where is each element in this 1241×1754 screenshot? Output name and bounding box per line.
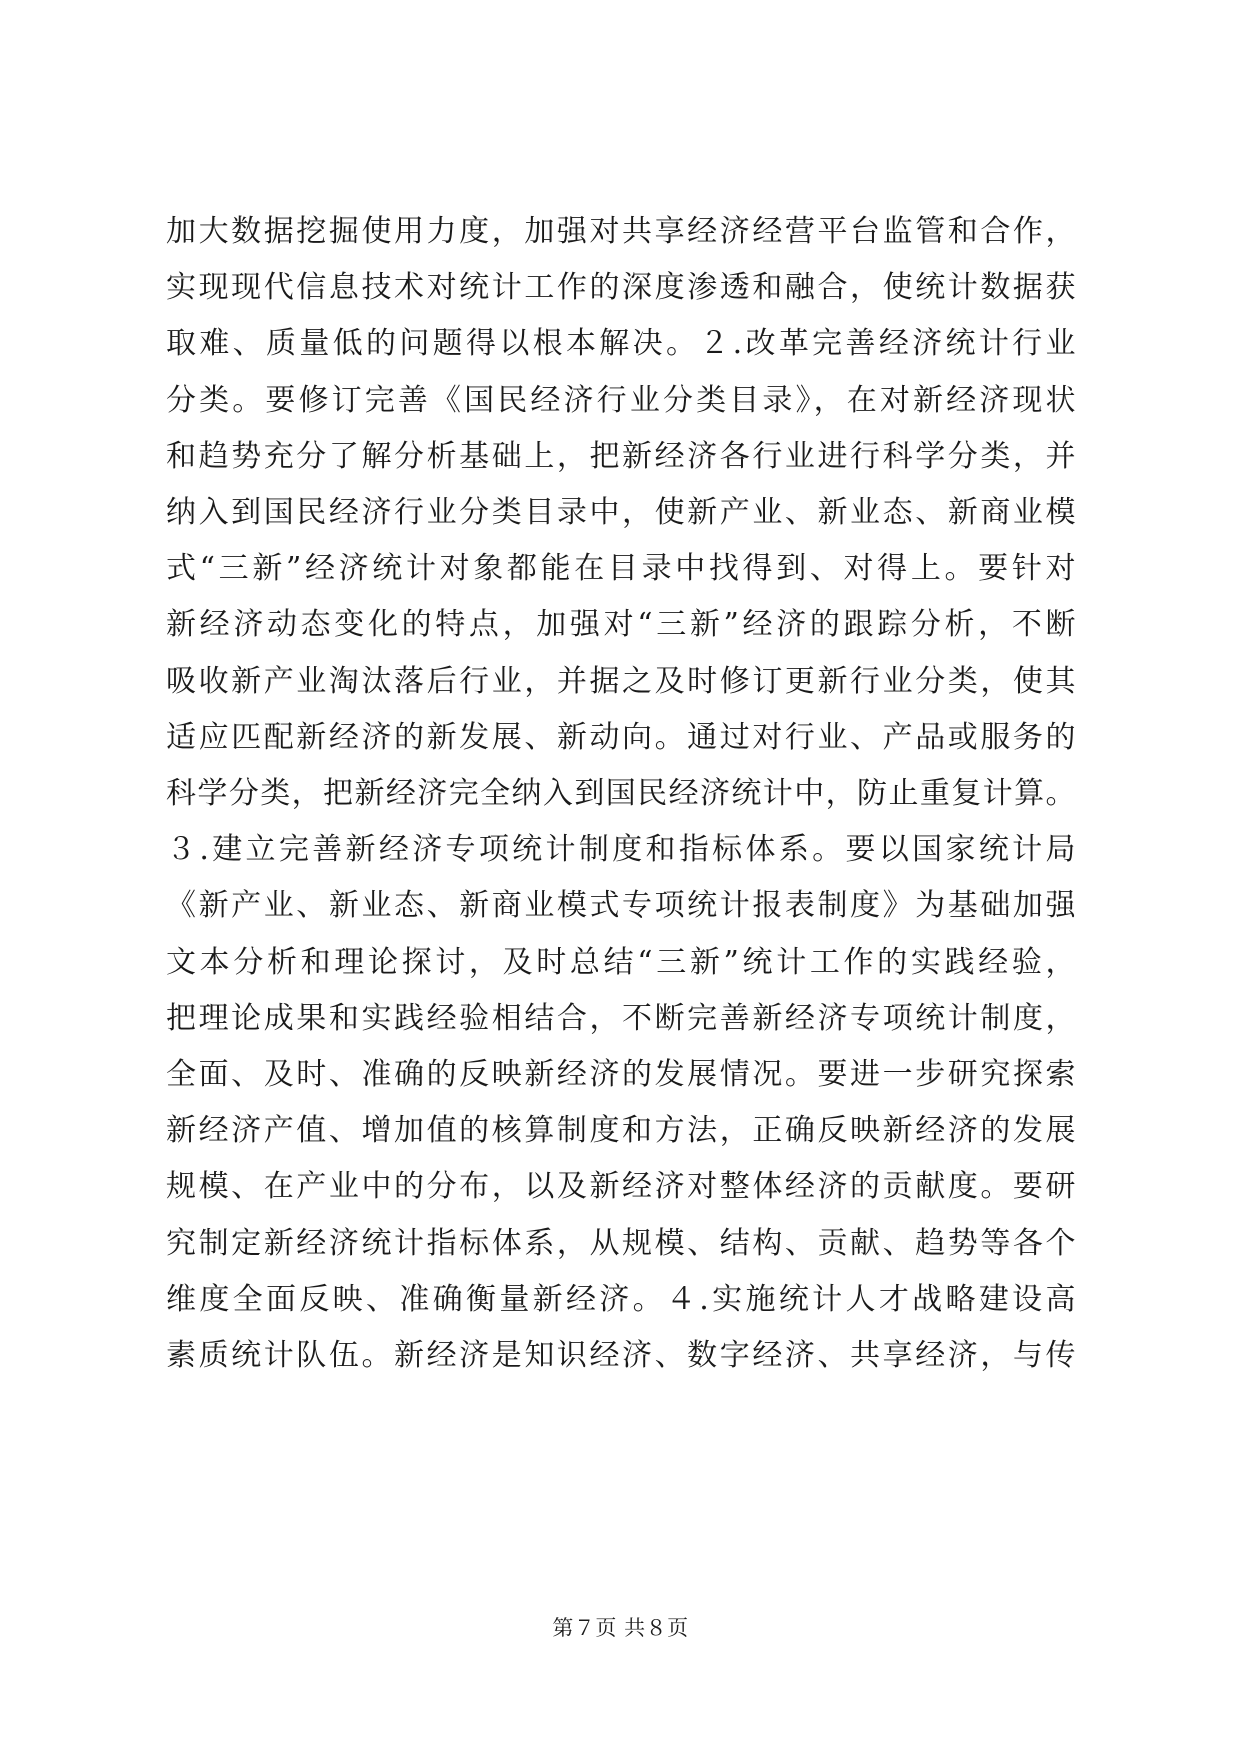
text-line: 加大数据挖掘使用力度，加强对共享经济经营平台监管和合作， xyxy=(166,214,1076,249)
page-footer: 第７页 共８页 xyxy=(552,1616,689,1640)
text-line: 适应匹配新经济的新发展、新动向。通过对行业、产品或服务的 xyxy=(166,719,1076,755)
text-line: 纳入到国民经济行业分类目录中，使新产业、新业态、新商业模 xyxy=(166,495,1076,531)
text-line: 和趋势充分了解分析基础上，把新经济各行业进行科学分类，并 xyxy=(166,438,1076,474)
body-text xyxy=(166,204,1076,1384)
text-line: 科学分类，把新经济完全纳入到国民经济统计中，防止重复计算。 xyxy=(166,776,1076,812)
text-line: 新经济动态变化的特点，加强对“三新”经济的跟踪分析，不断 xyxy=(166,607,1076,643)
text-line: 全面、及时、准确的反映新经济的发展情况。要进一步研究探索 xyxy=(166,1057,1076,1093)
text-line: ３.建立完善新经济专项统计制度和指标体系。要以国家统计局 xyxy=(166,832,1076,868)
text-line: 究制定新经济统计指标体系，从规模、结构、贡献、趋势等各个 xyxy=(166,1225,1076,1261)
text-line: 把理论成果和实践经验相结合，不断完善新经济专项统计制度， xyxy=(166,1000,1076,1036)
text-line: 吸收新产业淘汰落后行业，并据之及时修订更新行业分类，使其 xyxy=(166,663,1076,699)
text-line: 新经济产值、增加值的核算制度和方法，正确反映新经济的发展 xyxy=(166,1113,1076,1149)
text-line: 《新产业、新业态、新商业模式专项统计报表制度》为基础加强 xyxy=(166,888,1076,924)
text-line: 取难、质量低的问题得以根本解决。２.改革完善经济统计行业 xyxy=(166,326,1076,362)
text-line: 素质统计队伍。新经济是知识经济、数字经济、共享经济，与传 xyxy=(166,1338,1076,1374)
text-line: 规模、在产业中的分布，以及新经济对整体经济的贡献度。要研 xyxy=(166,1169,1076,1205)
text-line: 实现现代信息技术对统计工作的深度渗透和融合，使统计数据获 xyxy=(166,270,1076,306)
text-line: 维度全面反映、准确衡量新经济。４.实施统计人才战略建设高 xyxy=(166,1281,1076,1317)
text-line: 文本分析和理论探讨，及时总结“三新”统计工作的实践经验， xyxy=(166,944,1076,980)
text-line: 分类。要修订完善《国民经济行业分类目录》，在对新经济现状 xyxy=(166,382,1076,418)
text-line: 式“三新”经济统计对象都能在目录中找得到、对得上。要针对 xyxy=(166,551,1076,587)
